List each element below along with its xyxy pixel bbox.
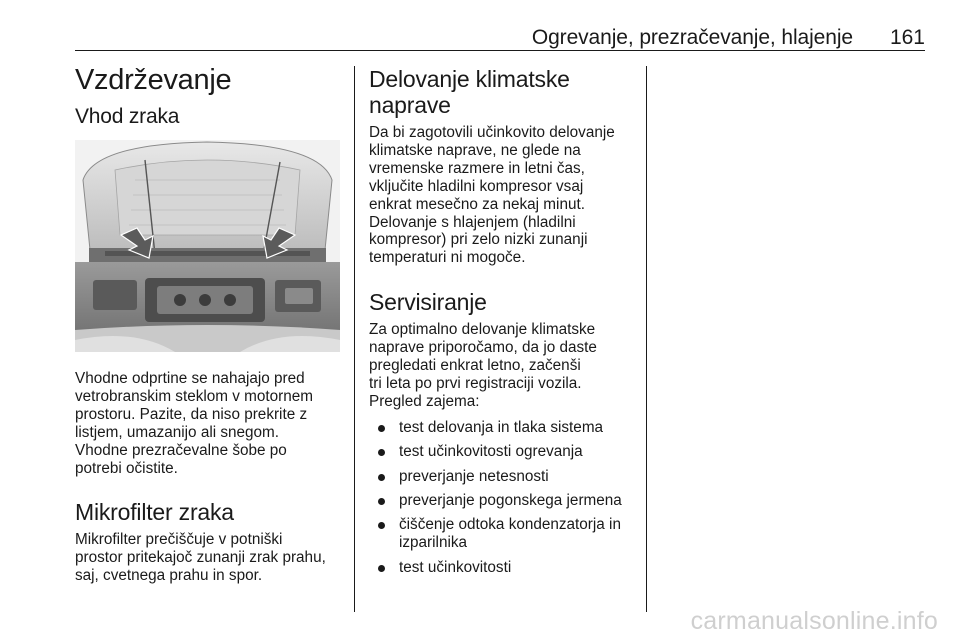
air-intake-title: Vhod zraka [75, 105, 180, 128]
operation-title: Delovanje klimatske naprave [369, 66, 570, 118]
page-number: 161 [889, 26, 925, 49]
list-item: preverjanje pogonskega jermena [369, 492, 644, 510]
section-title: Vzdrževanje [75, 64, 232, 96]
list-item: test učinkovitosti [369, 559, 644, 577]
bullet-icon [378, 498, 385, 505]
bullet-icon [378, 474, 385, 481]
right-column [369, 66, 644, 583]
bullet-icon [378, 449, 385, 456]
list-item: čiščenje odtoka kondenzatorja in izparilnika [369, 516, 644, 552]
bullet-icon [378, 565, 385, 572]
list-item: test delovanja in tlaka sistema [369, 419, 644, 437]
service-checklist [369, 419, 644, 577]
bullet-icon [378, 425, 385, 432]
watermark: carmanualsonline.info [690, 607, 938, 635]
header-title: Ogrevanje, prezračevanje, hlajenje [531, 26, 853, 49]
engine-bay-photo [75, 140, 340, 352]
operation-text: Da bi zagotovili učinkovito delovanje klimatske naprave, ne glede na vremenske razmere in letni čas, vključite hladilni kompresor vsaj enkrat mesečno za nekaj minut. Delovanje s hlajenjem (hladilni kompresor) pri zelo nizki zunanji temperaturi ni mogoče. [369, 124, 615, 267]
service-title: Servisiranje [369, 289, 487, 316]
air-intake-text: Vhodne odprtine se nahajajo pred vetrobranskim steklom v motornem prostoru. Pazite, da niso prekrite z listjem, umazanijo ali snegom. Vhodne prezračevalne šobe po potrebi očistite. [75, 370, 314, 477]
microfilter-title: Mikrofilter zraka [75, 499, 234, 526]
page-header [75, 22, 925, 51]
list-item: preverjanje netesnosti [369, 468, 644, 486]
microfilter-text: Mikrofilter prečiščuje v potniški prostor pritekajoč zunanji zrak prahu, saj, cvetnega prahu in spor. [75, 531, 326, 585]
column-divider [646, 66, 647, 612]
service-text: Za optimalno delovanje klimatske naprave priporočamo, da jo daste pregledati enkrat letno, začenši tri leta po prvi registraciji vozila. Pregled zajema: [369, 321, 597, 410]
bullet-icon [378, 522, 385, 529]
left-column [75, 62, 340, 585]
list-item: test učinkovitosti ogrevanja [369, 443, 644, 461]
column-divider [354, 66, 355, 612]
